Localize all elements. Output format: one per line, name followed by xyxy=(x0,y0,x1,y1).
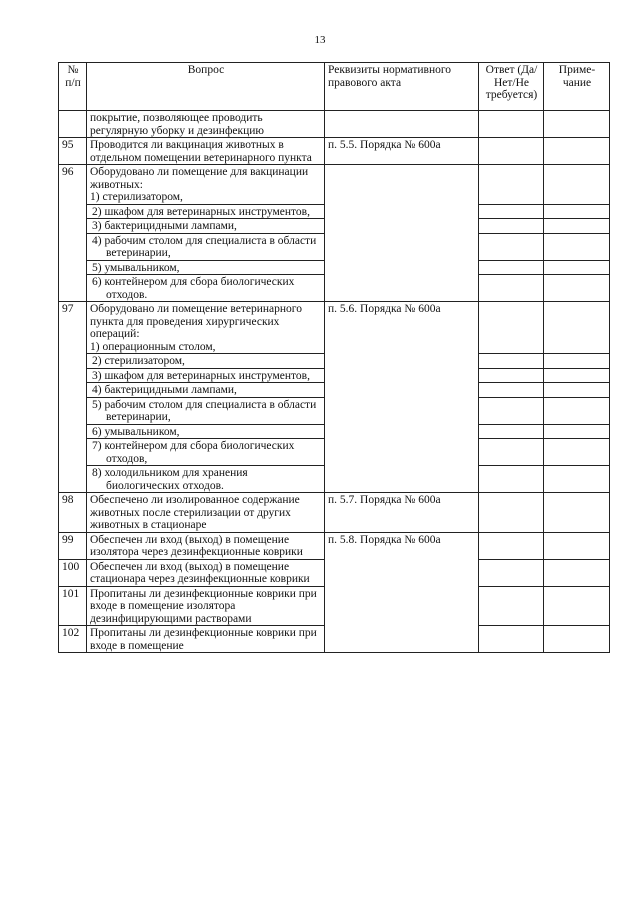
row-reference: п. 5.7. Порядка № 600а xyxy=(325,493,479,533)
row-question xyxy=(87,302,325,354)
question-subitem: 4) бактерицидными лампами, xyxy=(87,383,325,398)
note-cell[interactable] xyxy=(544,275,610,302)
row-number: 98 xyxy=(59,493,87,533)
note-cell[interactable] xyxy=(544,559,610,586)
header-question: Вопрос xyxy=(87,63,325,111)
note-cell[interactable] xyxy=(544,368,610,383)
row-question: Обеспечен ли вход (выход) в помещение стационара через дезинфекционные коврики xyxy=(87,559,325,586)
question-text: Оборудовано ли помещение ветеринарного пункта для проведения хирургических операций: xyxy=(90,303,302,340)
answer-cell[interactable] xyxy=(479,219,544,234)
question-subitem: 6) контейнером для сбора биологических отходов. xyxy=(87,275,325,302)
table-row xyxy=(59,165,610,205)
answer-cell[interactable] xyxy=(479,260,544,275)
question-subitem: 7) контейнером для сбора биологических отходов, xyxy=(87,439,325,466)
row-number: 96 xyxy=(59,165,87,302)
row-reference: п. 5.5. Порядка № 600а xyxy=(325,138,479,165)
answer-cell[interactable] xyxy=(479,138,544,165)
row-question: Обеспечен ли вход (выход) в помещение изолятора через дезинфекционные коврики xyxy=(87,532,325,559)
row-question xyxy=(87,165,325,205)
table-header-row xyxy=(59,63,610,111)
row-question: Пропитаны ли дезинфекционные коврики при входе в помещение изолятора дезинфицирующими растворами xyxy=(87,586,325,626)
note-cell[interactable] xyxy=(544,424,610,439)
answer-cell[interactable] xyxy=(479,383,544,398)
row-number: 102 xyxy=(59,626,87,653)
note-cell[interactable] xyxy=(544,383,610,398)
row-reference xyxy=(325,165,479,302)
answer-cell[interactable] xyxy=(479,233,544,260)
row-reference: п. 5.6. Порядка № 600а xyxy=(325,302,479,493)
row-question: Пропитаны ли дезинфекционные коврики при входе в помещение xyxy=(87,626,325,653)
answer-cell[interactable] xyxy=(479,302,544,354)
question-subitem: 3) шкафом для ветеринарных инструментов, xyxy=(87,368,325,383)
answer-cell[interactable] xyxy=(479,204,544,219)
answer-cell[interactable] xyxy=(479,368,544,383)
question-subitem: 4) рабочим столом для специалиста в области ветеринарии, xyxy=(87,233,325,260)
note-cell[interactable] xyxy=(544,233,610,260)
note-cell[interactable] xyxy=(544,439,610,466)
row-number: 97 xyxy=(59,302,87,493)
row-number: 99 xyxy=(59,532,87,559)
row-question: Проводится ли вакцинация животных в отдельном помещении ветеринарного пункта xyxy=(87,138,325,165)
note-cell[interactable] xyxy=(544,532,610,559)
note-cell[interactable] xyxy=(544,204,610,219)
answer-cell[interactable] xyxy=(479,424,544,439)
row-reference: п. 5.8. Порядка № 600а xyxy=(325,532,479,653)
note-cell[interactable] xyxy=(544,302,610,354)
answer-cell[interactable] xyxy=(479,466,544,493)
answer-cell[interactable] xyxy=(479,493,544,533)
note-cell[interactable] xyxy=(544,219,610,234)
row-reference xyxy=(325,111,479,138)
question-text: Оборудовано ли помещение для вакцинации животных: xyxy=(90,166,309,191)
page-number: 13 xyxy=(314,34,326,46)
question-subitem: 8) холодильником для хранения биологических отходов. xyxy=(87,466,325,493)
note-cell[interactable] xyxy=(544,111,610,138)
note-cell[interactable] xyxy=(544,466,610,493)
note-cell[interactable] xyxy=(544,260,610,275)
header-reference: Реквизиты нормативного правового акта xyxy=(325,63,479,111)
row-question: Обеспечено ли изолированное содержание животных после стерилизации от других животных в стационаре xyxy=(87,493,325,533)
note-cell[interactable] xyxy=(544,626,610,653)
row-number xyxy=(59,111,87,138)
question-subitem: 1) операционным столом, xyxy=(90,340,216,353)
answer-cell[interactable] xyxy=(479,111,544,138)
note-cell[interactable] xyxy=(544,397,610,424)
answer-cell[interactable] xyxy=(479,397,544,424)
table-row xyxy=(59,493,610,533)
answer-cell[interactable] xyxy=(479,354,544,369)
answer-cell[interactable] xyxy=(479,275,544,302)
table-row xyxy=(59,138,610,165)
note-cell[interactable] xyxy=(544,354,610,369)
question-subitem: 1) стерилизатором, xyxy=(90,191,183,203)
checklist-table xyxy=(58,62,610,653)
row-number: 101 xyxy=(59,586,87,626)
answer-cell[interactable] xyxy=(479,626,544,653)
question-subitem: 3) бактерицидными лампами, xyxy=(87,219,325,234)
header-note: Приме-чание xyxy=(544,63,610,111)
note-cell[interactable] xyxy=(544,493,610,533)
row-number: 95 xyxy=(59,138,87,165)
answer-cell[interactable] xyxy=(479,586,544,626)
table-row xyxy=(59,302,610,354)
table-row xyxy=(59,111,610,138)
header-number: № п/п xyxy=(59,63,87,111)
note-cell[interactable] xyxy=(544,138,610,165)
table-row xyxy=(59,532,610,559)
row-question: покрытие, позволяющее проводить регулярную уборку и дезинфекцию xyxy=(87,111,325,138)
row-number: 100 xyxy=(59,559,87,586)
question-subitem: 6) умывальником, xyxy=(87,424,325,439)
answer-cell[interactable] xyxy=(479,165,544,205)
note-cell[interactable] xyxy=(544,586,610,626)
question-subitem: 5) умывальником, xyxy=(87,260,325,275)
answer-cell[interactable] xyxy=(479,559,544,586)
note-cell[interactable] xyxy=(544,165,610,205)
answer-cell[interactable] xyxy=(479,532,544,559)
header-answer: Ответ (Да/ Нет/Не требуется) xyxy=(479,63,544,111)
question-subitem: 2) стерилизатором, xyxy=(87,354,325,369)
answer-cell[interactable] xyxy=(479,439,544,466)
question-subitem: 2) шкафом для ветеринарных инструментов, xyxy=(87,204,325,219)
question-subitem: 5) рабочим столом для специалиста в области ветеринарии, xyxy=(87,397,325,424)
